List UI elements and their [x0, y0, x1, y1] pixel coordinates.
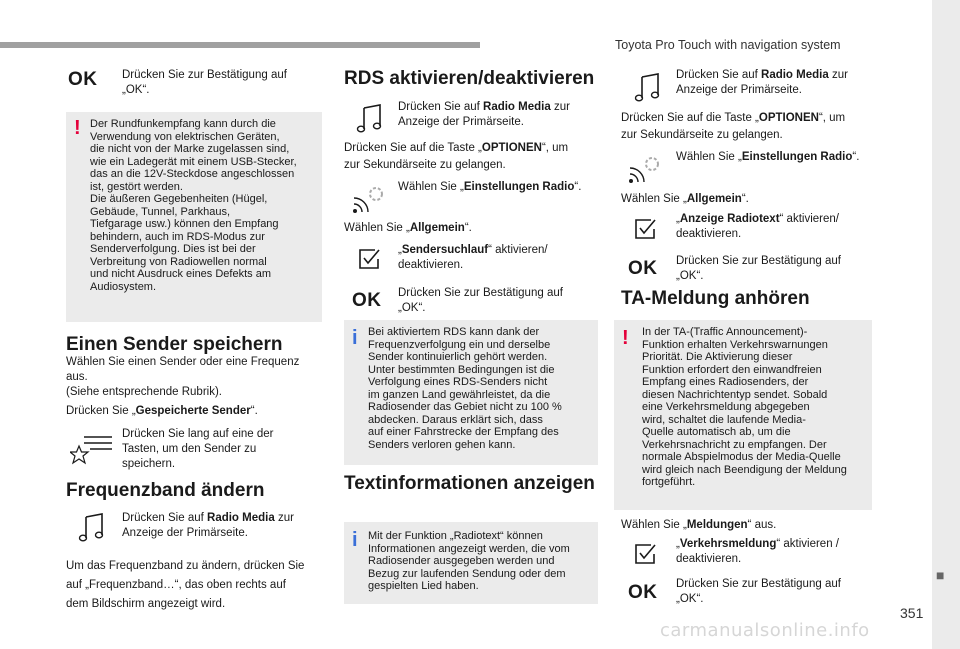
strip-marker: ■: [936, 567, 945, 583]
warning-text: [90, 118, 297, 293]
rds-select-settings: Wählen Sie „Einstellungen Radio“.: [398, 181, 582, 193]
rds-step-radio-media: Drücken Sie auf Radio Media zur Anzeige der Primärseite.: [398, 101, 570, 128]
ok-icon: OK: [68, 69, 98, 90]
header-rule: [0, 42, 480, 48]
rt-radiotext-toggle: „Anzeige Radiotext“ aktivieren/ deaktivieren.: [676, 213, 839, 240]
checkbox-icon: [358, 248, 380, 270]
info-note-rds: [344, 320, 598, 465]
checkbox-icon: [634, 543, 656, 565]
info-line: Bei aktiviertem RDS kann dank der: [368, 326, 540, 338]
info-line: Radiosender das Gebiet nicht zu 100 %: [368, 401, 562, 413]
band-step: Drücken Sie auf Radio Media zur Anzeige der Primärseite.: [122, 512, 294, 539]
music-note-icon: [78, 512, 104, 542]
radio-settings-icon: [352, 184, 392, 218]
warning-line: eine Verkehrsmeldung abgegeben: [642, 401, 810, 413]
paragraph-line: auf „Frequenzband…“, das oben rechts auf: [66, 579, 286, 591]
info-line: Radiosender ausgegeben werden und: [368, 555, 555, 567]
rds-ok-instruction: Drücken Sie zur Bestätigung auf „OK“.: [398, 287, 563, 314]
ok-icon: OK: [628, 258, 658, 279]
warning-line: das an die 12V-Steckdose angeschlossen: [90, 168, 295, 180]
running-header: Toyota Pro Touch with navigation system: [615, 38, 841, 52]
warning-line: Gebäude, Tunnel, Parkhaus,: [90, 205, 231, 218]
info-line: im ganzen Land gewährleistet, da die: [368, 388, 551, 401]
preset-star-icon: [70, 432, 114, 466]
info-icon: i: [352, 327, 358, 349]
warning-line: Priorität. Die Aktivierung dieser: [642, 351, 793, 363]
rt-step-radio-media: Drücken Sie auf Radio Media zur Anzeige der Primärseite.: [676, 69, 848, 96]
checkbox-icon: [634, 218, 656, 240]
warning-line: fortgeführt.: [642, 476, 696, 488]
info-line: Bezug zur laufenden Sendung oder dem: [368, 567, 566, 580]
info-line: auf einer Fahrstrecke der Empfang des: [368, 426, 559, 438]
warning-line: Empfang eines Radiosenders, der: [642, 376, 809, 388]
warning-line: Audiosystem.: [90, 280, 157, 293]
ta-ok-instruction: Drücken Sie zur Bestätigung auf „OK“.: [676, 578, 841, 605]
music-note-icon: [356, 103, 382, 133]
warning-line: Der Rundfunkempfang kann durch die: [90, 118, 276, 130]
warning-icon: !: [622, 327, 629, 349]
paragraph-line: Um das Frequenzband zu ändern, drücken Sie: [66, 560, 305, 572]
ta-select-messages: Wählen Sie „Meldungen“ aus.: [621, 519, 777, 531]
info-text: [368, 326, 562, 451]
ok-icon: OK: [352, 290, 382, 311]
section-title-rds: RDS aktivieren/deaktivieren: [344, 68, 595, 89]
ta-traffic-toggle: „Verkehrsmeldung“ aktivieren / deaktivieren.: [676, 538, 839, 565]
paragraph-line: aus.: [66, 371, 88, 383]
rt-options: Drücken Sie auf die Taste „OPTIONEN“, um zur Sekundärseite zu gelangen.: [621, 112, 846, 141]
radio-settings-icon: [628, 154, 668, 188]
info-line: Senders verloren gehen kann.: [368, 438, 516, 451]
info-line: Unter bestimmten Bedingungen ist die: [368, 363, 555, 376]
page-number: 351: [900, 605, 924, 621]
info-line: Informationen angezeigt werden, die vom: [368, 542, 570, 555]
paragraph-line: (Siehe entsprechende Rubrik).: [66, 386, 222, 398]
info-note-radiotext: [344, 522, 598, 604]
warning-line: Funktion erfordert den einwandfreien: [642, 363, 822, 376]
ok-instruction: Drücken Sie zur Bestätigung auf „OK“.: [122, 69, 287, 96]
save-step: [122, 427, 274, 472]
warning-line: Verbreitung von Radiowellen normal: [90, 255, 267, 268]
warning-icon: !: [74, 117, 81, 139]
warning-line: diesen Nachrichtentyp sendet. Sobald: [642, 388, 828, 401]
warning-line: In der TA-(Traffic Announcement)-: [642, 326, 808, 338]
step-line: speichern.: [122, 458, 176, 470]
info-line: Mit der Funktion „Radiotext“ können: [368, 530, 543, 542]
rt-select-settings: Wählen Sie „Einstellungen Radio“.: [676, 151, 860, 163]
section-title-radiotext: Textinformationen anzeigen: [344, 473, 595, 494]
warning-line: wie ein Ladegerät mit einem USB-Stecker,: [90, 155, 297, 168]
warning-line: Die äußeren Gegebenheiten (Hügel,: [90, 193, 268, 205]
info-line: abdecken. Daraus erklärt sich, dass: [368, 413, 543, 426]
section-title-ta: TA-Meldung anhören: [621, 288, 810, 309]
rds-select-general: Wählen Sie „Allgemein“.: [344, 222, 472, 234]
warning-line: Funktion erhalten Verkehrswarnungen: [642, 338, 828, 351]
warning-line: und nicht Ausdruck eines Defekts am: [90, 268, 271, 280]
save-paragraph: [66, 355, 299, 400]
warning-note: [66, 112, 322, 322]
warning-line: Senderverfolgung. Dies ist bei der: [90, 243, 256, 255]
rt-ok-instruction: Drücken Sie zur Bestätigung auf „OK“.: [676, 255, 841, 282]
warning-line: Tiefgarage usw.) können den Empfang: [90, 218, 279, 230]
warning-line: Verkehrsnachricht zu empfangen. Der: [642, 438, 827, 451]
ok-icon: OK: [628, 582, 658, 603]
section-title-save: Einen Sender speichern: [66, 334, 283, 355]
warning-line: Verwendung von elektrischen Geräten,: [90, 130, 280, 143]
warning-line: Quelle automatisch ab, um die: [642, 426, 791, 438]
warning-line: normale Abspielmodus der Media-Quelle: [642, 451, 841, 463]
step-line: Drücken Sie lang auf eine der: [122, 428, 274, 440]
warning-line: wird gleich nach Beendigung der Meldung: [642, 463, 847, 476]
music-note-icon: [634, 72, 660, 102]
save-instruction: Drücken Sie „Gespeicherte Sender“.: [66, 405, 258, 417]
info-line: Frequenzverfolgung ein und derselbe: [368, 338, 551, 351]
warning-line: wird, schaltet die laufende Media-: [642, 413, 806, 426]
rds-options: Drücken Sie auf die Taste „OPTIONEN“, um zur Sekundärseite zu gelangen.: [344, 142, 569, 171]
warning-line: ist, gestört werden.: [90, 180, 183, 193]
warning-text: [642, 326, 847, 489]
side-strip: [932, 0, 960, 649]
band-paragraph: [66, 557, 304, 614]
rds-follow-toggle: „Sendersuchlauf“ aktivieren/ deaktivieren.: [398, 244, 548, 271]
warning-line: behindern, auch im RDS-Modus zur: [90, 230, 265, 243]
paragraph-line: dem Bildschirm angezeigt wird.: [66, 598, 226, 610]
info-icon: i: [352, 529, 358, 551]
info-text: [368, 530, 570, 593]
warning-note-ta: [614, 320, 872, 510]
step-line: Tasten, um den Sender zu: [122, 443, 257, 455]
info-line: gespielten Lied haben.: [368, 580, 479, 592]
warning-line: die nicht von der Marke zugelassen sind,: [90, 143, 290, 155]
rt-select-general: Wählen Sie „Allgemein“.: [621, 193, 749, 205]
info-line: Verfolgung eines RDS-Senders nicht: [368, 376, 548, 388]
paragraph-line: Wählen Sie einen Sender oder eine Frequenz: [66, 356, 300, 368]
section-title-band: Frequenzband ändern: [66, 480, 265, 501]
watermark: carmanualsonline.info: [660, 620, 870, 641]
info-line: Sender kontinuierlich gehört werden.: [368, 351, 548, 363]
